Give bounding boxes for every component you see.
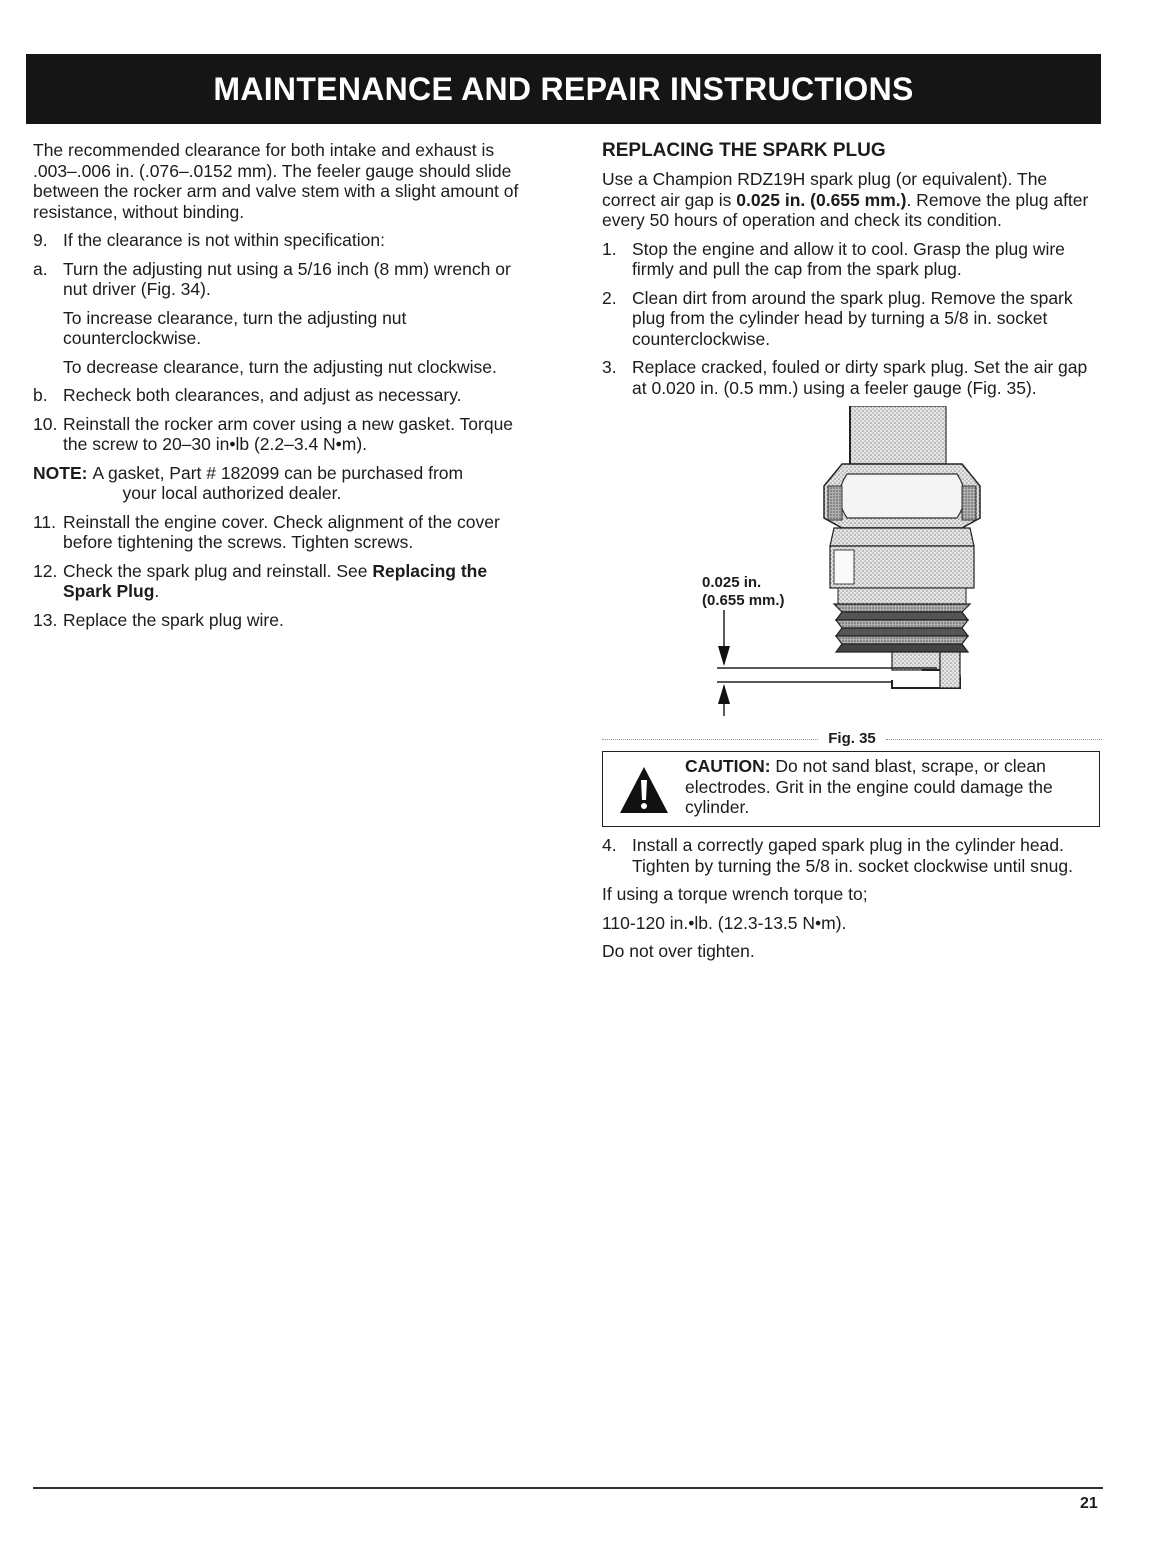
torque-value: 110-120 in.•lb. (12.3-13.5 N•m). <box>602 912 847 933</box>
page-number: 21 <box>1080 1495 1098 1512</box>
step-10: 10. Reinstall the rocker arm cover using a new gasket. Torque the screw to 20–30 in•lb (2.2–3.4 N•m). <box>33 413 514 454</box>
right-column <box>602 140 1102 970</box>
step-b: b. Recheck both clearances, and adjust as necessary. <box>33 385 462 405</box>
step-11: 11. Reinstall the engine cover. Check alignment of the cover before tightening the screws. Tighten screws. <box>33 511 500 552</box>
page-title: MAINTENANCE AND REPAIR INSTRUCTIONS <box>213 70 914 107</box>
step-a: a. Turn the adjusting nut using a 5/16 inch (8 mm) wrench or nut driver (Fig. 34). <box>33 258 511 299</box>
figure-caption: Fig. 35 <box>602 728 1102 750</box>
page-header <box>26 54 1101 124</box>
step-12: 12. Check the spark plug and reinstall. See Replacing the Spark Plug. <box>33 560 488 601</box>
warning-triangle-icon <box>618 764 670 816</box>
caution-box <box>602 751 1100 827</box>
increase-clearance: To increase clearance, turn the adjusting nut counterclockwise. <box>63 307 407 348</box>
over-tighten-warning: Do not over tighten. <box>602 941 755 961</box>
footer-rule <box>33 1487 1103 1489</box>
air-gap-spec: 0.025 in. (0.655 mm.) <box>736 189 907 210</box>
section-heading: REPLACING THE SPARK PLUG <box>602 140 886 161</box>
spark-plug-reference: Replacing the Spark Plug <box>63 560 488 601</box>
step-2: 2. Clean dirt from around the spark plug. Remove the spark plug from the cylinder head by turning a 5/8 in. socket counterclockwise. <box>602 287 1073 349</box>
decrease-clearance: To decrease clearance, turn the adjusting nut clockwise. <box>63 356 497 377</box>
caution-label: CAUTION: <box>685 756 771 776</box>
step-4: 4. Install a correctly gaped spark plug in the cylinder head. Tighten by turning the 5/8 in. socket clockwise until snug. <box>602 835 1073 876</box>
torque-intro: If using a torque wrench torque to; <box>602 884 868 904</box>
spark-plug-illustration <box>602 406 1102 726</box>
spark-plug-figure <box>602 406 1102 751</box>
step-13: 13. Replace the spark plug wire. <box>33 609 284 630</box>
caution-text: Do not sand blast, scrape, or clean electrodes. Grit in the engine could damage the cylinder. <box>685 756 1053 817</box>
spark-plug-intro: Use a Champion RDZ19H spark plug (or equivalent). The correct air gap is 0.025 in. (0.655 mm.). Remove the plug after every 50 hours of operation and check its condition. <box>602 169 1089 230</box>
air-gap-label: 0.025 in. (0.655 mm.) <box>702 574 785 609</box>
gasket-note: NOTE: A gasket, Part # 182099 can be purchased from your local authorized dealer. <box>33 462 464 503</box>
left-column <box>33 140 533 638</box>
step-1: 1. Stop the engine and allow it to cool. Grasp the plug wire firmly and pull the cap from the spark plug. <box>602 238 1065 279</box>
clearance-intro: The recommended clearance for both intake and exhaust is .003–.006 in. (.076–.0152 mm). The feeler gauge should slide between the rocker arm and valve stem with a slight amount of resistance, without binding. <box>33 140 519 222</box>
step-3: 3. Replace cracked, fouled or dirty spark plug. Set the air gap at 0.020 in. (0.5 mm.) using a feeler gauge (Fig. 35). <box>602 357 1088 398</box>
step-9: 9. If the clearance is not within specification: <box>33 230 385 250</box>
